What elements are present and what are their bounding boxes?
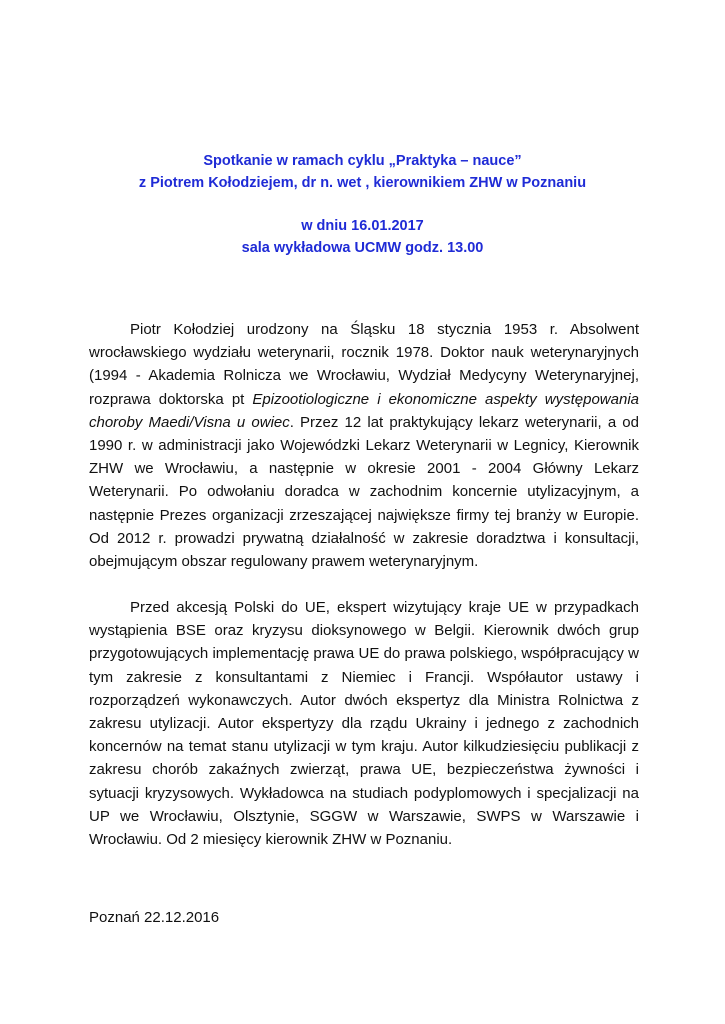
biography-paragraph-2 (89, 596, 639, 851)
paragraph-2-text: Przed akcesją Polski do UE, ekspert wizytujący kraje UE w przypadkach wystąpienia BSE oraz kryzysu dioksynowego w Belgii. Kierownik dwóch grup przygotowujących implementację prawa UE do prawa polskiego, współpracujący w tym zakresie z konsultantami z Niemiec i Francji. Współautor ustawy i rozporządzeń wykonawczych. Autor dwóch ekspertyz dla Ministra Rolnictwa z zakresu utylizacji. Autor ekspertyzy dla rządu Ukrainy i jednego z zachodnich koncernów na temat stanu utylizacji w tym kraju. Autor kilkudziesięciu publikacji z zakresu chorób zakaźnych zwierząt, prawa UE, bezpieczeństwa żywności i sytuacji kryzysowych. Wykładowca na studiach podyplomowych i specjalizacji na UP we Wrocławiu, Olsztynie, SGGW w Warszawie, SWPS w Warszawie i Wrocławiu. Od 2 miesięcy kierownik ZHW w Poznaniu. (89, 599, 639, 849)
paragraph-1-after: . Przez 12 lat praktykujący lekarz weterynarii, a od 1990 r. w administracji jako Wojewódzki Lekarz Weterynarii w Legnicy, Kierownik ZHW we Wrocławiu, a następnie w okresie 2001 - 2004 Główny Lekarz Weterynarii. Po odwołaniu doradca w zachodnim koncernie utylizacyjnym, a następnie Prezes organizacji zrzeszającej największe firmy tej branży w Europie. Od 2012 r. prowadzi prywatną działalność w zakresie doradztwa i konsultacji, obejmującym obszar regulowany prawem weterynaryjnym. (89, 413, 639, 571)
paragraph-1-text (89, 318, 639, 573)
biography-paragraph-1 (89, 318, 639, 573)
event-title-block (0, 150, 725, 194)
event-date: w dniu 16.01.2017 (301, 218, 424, 234)
event-guest: z Piotrem Kołodziejem, dr n. wet , kierownikiem ZHW w Poznaniu (138, 175, 587, 191)
event-details-block (0, 215, 725, 259)
dissertation-title: Epizootiologiczne i ekonomiczne aspekty występowania choroby Maedi/Visna u owiec (89, 390, 639, 431)
place-and-date: Poznań 22.12.2016 (89, 909, 220, 926)
event-location: sala wykładowa UCMW godz. 13.00 (241, 240, 484, 256)
event-title: Spotkanie w ramach cyklu „Praktyka – nauce” (203, 153, 522, 169)
paragraph-1-before: Piotr Kołodziej urodzony na Śląsku 18 stycznia 1953 r. Absolwent wrocławskiego wydziału weterynarii, rocznik 1978. Doktor nauk weterynaryjnych (1994 - Akademia Rolnicza we Wrocławiu, Wydział Medycyny Weterynaryjnej, rozprawa doktorska pt (89, 321, 639, 408)
